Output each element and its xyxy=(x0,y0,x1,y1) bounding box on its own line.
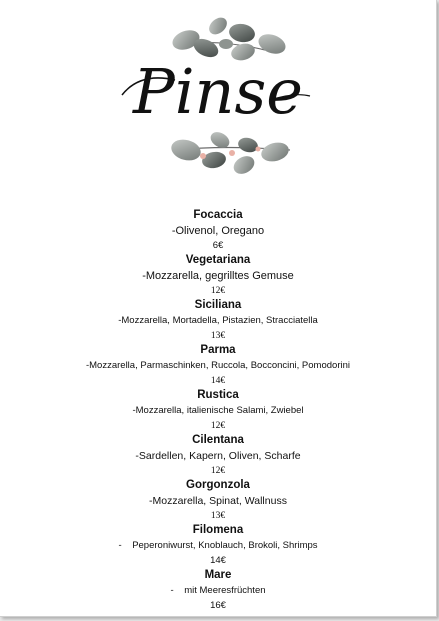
item-description: - mit Meeresfrüchten xyxy=(170,585,266,596)
menu-item xyxy=(0,523,436,568)
item-price: 12€ xyxy=(210,466,226,476)
item-description: -Mozzarella, gegrilltes Gemuse xyxy=(142,270,294,282)
menu-item xyxy=(0,568,436,613)
item-description: -Mozzarella, Spinat, Wallnuss xyxy=(149,495,287,507)
menu-item xyxy=(0,253,436,298)
menu-item xyxy=(0,343,436,388)
item-price: 14€ xyxy=(210,555,226,566)
item-price: 12€ xyxy=(210,286,226,296)
menu-item xyxy=(0,478,436,523)
item-description: -Mozzarella, Mortadella, Pistazien, Stracciatella xyxy=(118,315,318,326)
menu-item xyxy=(0,433,436,478)
menu-list xyxy=(0,208,436,613)
item-description: - Peperoniwurst, Knoblauch, Brokoli, Shrimps xyxy=(118,540,318,551)
item-name: Rustica xyxy=(197,389,239,401)
item-name: Mare xyxy=(204,569,232,581)
item-name: Siciliana xyxy=(194,299,242,311)
item-name: Filomena xyxy=(192,524,244,536)
item-price: 13€ xyxy=(210,511,226,521)
header-decoration xyxy=(0,0,436,200)
eucalyptus-illustration xyxy=(0,0,436,200)
item-description: -Mozzarella, Parmaschinken, Ruccola, Bocconcini, Pomodorini xyxy=(85,360,350,371)
menu-item xyxy=(0,388,436,433)
item-name: Gorgonzola xyxy=(186,479,250,491)
item-name: Vegetariana xyxy=(185,254,251,266)
item-description: -Sardellen, Kapern, Oliven, Scharfe xyxy=(135,450,301,462)
item-name: Cilentana xyxy=(192,434,244,446)
menu-item xyxy=(0,298,436,343)
item-price: 16€ xyxy=(210,600,226,611)
item-name: Focaccia xyxy=(193,209,243,221)
menu-item xyxy=(0,208,436,253)
item-price: 12€ xyxy=(210,421,226,431)
item-price: 13€ xyxy=(210,331,226,341)
item-description: -Olivenol, Oregano xyxy=(171,225,265,237)
bottom-leaves-icon xyxy=(169,129,291,177)
menu-title: Pinse xyxy=(133,55,303,128)
item-description: -Mozzarella, italienische Salami, Zwiebel xyxy=(132,405,304,416)
item-name: Parma xyxy=(200,344,236,356)
item-price: 14€ xyxy=(210,376,226,386)
item-price: 6€ xyxy=(212,240,224,251)
